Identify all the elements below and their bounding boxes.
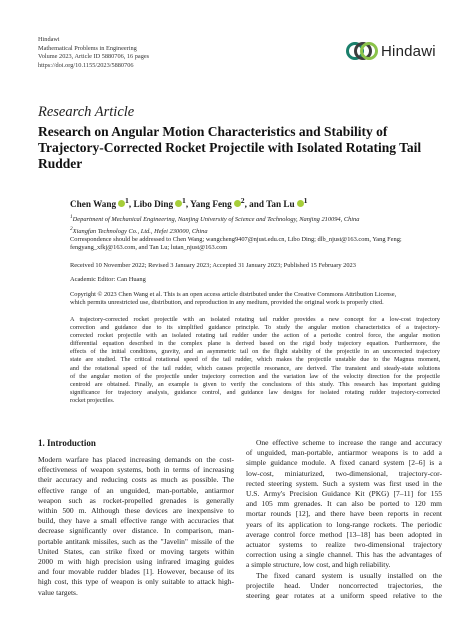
intro-left-text <box>38 455 234 598</box>
body-text-line: 2000 m with high precision using infrared imaging guides <box>38 557 234 567</box>
body-text-line: steering gear rotates at a uniform speed relative to the <box>246 591 442 601</box>
body-text-line: average control force method [13–18] has been adopted in <box>246 529 442 539</box>
article-dates: Received 10 November 2022; Revised 3 January 2023; Accepted 31 January 2023; Published 15 February 2023 <box>70 262 356 269</box>
author-name[interactable]: Tan Lu <box>266 199 295 210</box>
body-text-line: simple guidance module. A fixed canard system [2–6] is a <box>246 458 442 468</box>
body-text-line: and 105 mm grenades. It can also be ported to 120 mm <box>246 499 442 509</box>
abstract-line: of the angular motion of the projectile under trajectory correction and the variation law of the velocity direction for the projectile <box>70 372 440 380</box>
body-text-line: One effective scheme to increase the range and accuracy <box>256 438 442 447</box>
affiliation-text: Xiangfan Technology Co., Ltd., Hefei 230000, China <box>72 227 208 235</box>
copyright-notice <box>70 291 440 308</box>
body-text-line: rected steering system. Such a system was first used in the <box>246 478 442 488</box>
author-name[interactable]: Chen Wang <box>70 199 117 210</box>
journal-publisher: Hindawi <box>38 36 60 43</box>
intro-left-column <box>38 438 234 598</box>
abstract-line: significance for trajectory analysis, guidance control, and guidance law designs for isolated rotating rudder trajectory-corrected <box>70 388 440 396</box>
abstract-line: and the rotational speed of the tail rudder, which causes projectile resonance, are derived. The transient and steady-state solutions <box>70 364 440 372</box>
body-text-line: U.S. Army's Precision Guidance Kit (PKG) [7–11] for 155 <box>246 489 442 499</box>
abstract-line: correction and guidance due to its simplified guidance principle. To study the angular motion characteristics of a trajectory- <box>70 324 440 332</box>
orcid-icon[interactable] <box>175 200 182 207</box>
abstract-line: state are studied. The critical rotational speed of the tail rudder, which makes the projectile unstable due to the Magnus moment, <box>70 356 440 364</box>
hindawi-logo-text: Hindawi <box>381 42 436 60</box>
copyright-line: which permits unrestricted use, distribution, and reproduction in any medium, provided the original work is properly cited. <box>70 299 384 307</box>
abstract-line: centroid are obtained. Finally, an example is given to verify the conclusions of this study. This research has important guiding <box>70 380 440 388</box>
article-type: Research Article <box>38 104 135 120</box>
correspondence-line: Correspondence should be addressed to Chen Wang; wangcheng9407@njust.edu.cn, Libo Ding; dlb_njust@163.com, Yang Feng; <box>70 236 402 243</box>
abstract-line: corrected rocket projectile with an isolated rotating tail rudder under the action of a periodic control force, the angular motion <box>70 332 440 340</box>
body-text-line: projectile head. Under noncorrected trajectories, the <box>246 580 442 590</box>
academic-editor: Academic Editor: Can Huang <box>70 276 146 283</box>
correspondence <box>70 236 440 253</box>
body-text-line: mortar rounds [12], and there have been reports in recent <box>246 509 442 519</box>
hindawi-logo[interactable] <box>346 40 436 62</box>
author-name[interactable]: Libo Ding <box>133 199 174 210</box>
body-text-line: years of its application to long-range rockets. The periodic <box>246 519 442 529</box>
journal-volume: Volume 2023, Article ID 5880706, 16 pages <box>38 53 150 61</box>
intro-right-column <box>246 438 442 601</box>
body-text-line: high cost, this type of weapon is only suitable to attack high- <box>38 577 234 587</box>
intro-right-text <box>246 438 442 601</box>
body-text-line: within 500 m. Although these devices are inexpensive to <box>38 506 234 516</box>
affiliation-2 <box>70 225 359 237</box>
body-text-line: effective range of an unguided, man-portable, antiarmor <box>38 485 234 495</box>
abstract-line: rocket projectiles. <box>70 396 115 404</box>
hindawi-logo-icon <box>346 40 378 62</box>
orcid-icon[interactable] <box>234 200 241 207</box>
author-sup: 1 <box>182 196 186 205</box>
body-text-line: and four movable rudder blades [1]. However, because of its <box>38 567 234 577</box>
abstract-line: A trajectory-corrected rocket projectile with an isolated rotating tail rudder provides a new concept for a low-cost trajectory <box>70 316 440 323</box>
orcid-icon[interactable] <box>297 200 304 207</box>
body-text-line: decrease significantly over distance. In comparison, man- <box>38 526 234 536</box>
affiliations <box>70 213 359 236</box>
body-text-line: portable antitank missiles, such as the "Javelin" missile of the <box>38 536 234 546</box>
orcid-icon[interactable] <box>118 200 125 207</box>
body-text-line: Modern warfare has placed increasing demands on the cost- <box>38 455 234 464</box>
paper-title: Research on Angular Motion Characteristics and Stability of Trajectory-Corrected Rocket Projectile with Isolated Rotating Tail Rudder <box>38 124 422 172</box>
copyright-line: Copyright © 2023 Chen Wang et al. This is an open access article distributed under the Creative Commons Attribution License, <box>70 291 397 298</box>
section-heading: 1. Introduction <box>38 438 96 448</box>
correspondence-line: fengyang_xfkj@163.com, and Tan Lu; lutan_njust@163.com <box>70 244 228 252</box>
abstract-line: differential equation described in the complex plane is derived based on the rigid body trajectory equation. Furthermore, the <box>70 340 440 348</box>
affiliation-text: Department of Mechanical Engineering, Nanjing University of Science and Technology, Nanjing 210094, China <box>72 216 360 224</box>
body-text-line: The fixed canard system is usually installed on the <box>256 570 442 580</box>
affiliation-sup: 2 <box>70 225 73 232</box>
body-text-line: build, they have a small effective range with accuracies that <box>38 516 234 526</box>
body-text-line: their accuracy and reducing costs as much as possible. The <box>38 475 234 485</box>
abstract <box>70 316 440 405</box>
body-text-line: a simple structure, low cost, and high reliability. <box>246 560 391 570</box>
body-text-line: weapon such as rocket-propelled grenades is generally <box>38 495 234 505</box>
body-text-line: correction using a single channel. This has the advantages of <box>246 550 442 560</box>
journal-header <box>38 36 149 70</box>
body-text-line: low-cost, miniaturized, two-dimensional, trajectory-cor- <box>246 468 442 478</box>
body-text-line: effectiveness of weapon systems, both in terms of increasing <box>38 465 234 475</box>
affiliation-sup: 1 <box>70 214 73 220</box>
author-name[interactable]: Yang Feng <box>190 199 232 210</box>
journal-title: Mathematical Problems in Engineering <box>38 44 137 52</box>
author-list: Chen Wang $^1$, Libo Ding $^1$, Yang Feng $^2$, and Tan Lu $^1$ <box>70 196 308 210</box>
journal-doi[interactable]: https://doi.org/10.1155/2023/5880706 <box>38 61 134 69</box>
author-sup: 1 <box>303 196 308 205</box>
body-text-line: of unguided, man-portable, antiarmor weapons is to add a <box>246 448 442 458</box>
body-text-line: value targets. <box>38 587 78 597</box>
body-text-line: actuator systems to realize two-dimensional trajectory <box>246 540 442 550</box>
abstract-line: effects of the initial conditions, gravity, and an asymmetric tail on the flight stability of the projectile in an uncorrected trajectory <box>70 348 440 356</box>
affiliation-1 <box>70 213 359 225</box>
author-sup: 2 <box>240 196 245 205</box>
body-text-line: United States, can strike fixed or moving targets within <box>38 546 234 556</box>
author-sup: 1 <box>125 196 129 205</box>
